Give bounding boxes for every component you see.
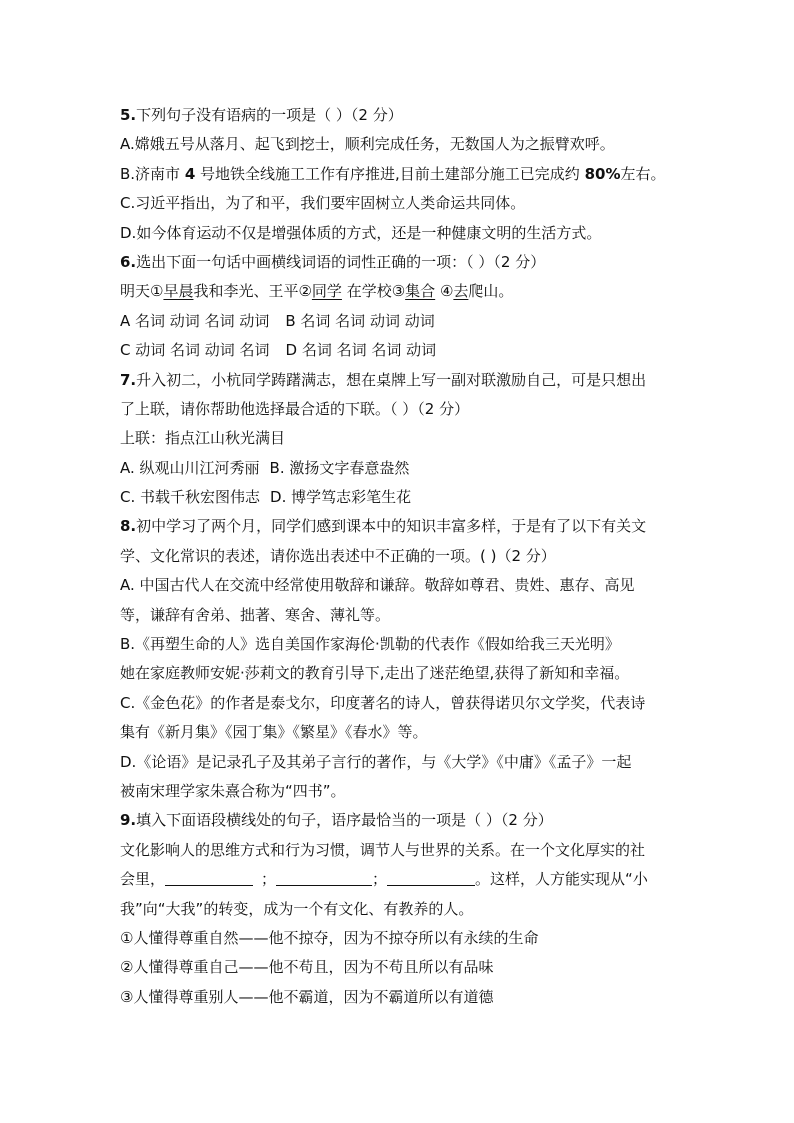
q8-option-d-line2: 被南宋理学家朱熹合称为“四书”。 xyxy=(120,781,346,800)
q9-number: 9. xyxy=(120,811,137,830)
underlined-word-3: 集合 xyxy=(405,282,436,301)
q9-item-3: ③人懂得尊重别人——他不霸道，因为不霸道所以有道德 xyxy=(120,987,494,1006)
q8-option-b-line1: B.《再塑生命的人》选自美国作家海伦·凯勒的代表作《假如给我三天光明》 xyxy=(120,635,620,654)
q9-item-2: ②人懂得尊重自己——他不苟且，因为不苟且所以有品味 xyxy=(120,958,494,977)
q7-upper-couplet: 上联：指点江山秋光满目 xyxy=(120,429,286,448)
q9-paragraph-line1: 文化影响人的思维方式和行为习惯，调节人与世界的关系。在一个文化厚实的社 xyxy=(120,840,646,859)
q5-number: 5. xyxy=(120,106,137,124)
q6-options-cd xyxy=(120,336,690,365)
q8-option-b-line2: 她在家庭教师安妮·莎莉文的教育引导下,走出了迷茫绝望,获得了新知和幸福。 xyxy=(120,664,630,683)
underlined-word-4: 去 xyxy=(453,282,469,301)
q7-option-c: C. 书载千秋宏图伟志 xyxy=(120,488,261,507)
underlined-word-1: 早晨 xyxy=(163,282,194,301)
q5-option-d: D.如今体育运动不仅是增强体质的方式，还是一种健康文明的生活方式。 xyxy=(120,223,602,242)
underlined-word-2: 同学 xyxy=(311,282,342,301)
q8-option-c-line1: C.《金色花》的作者是泰戈尔，印度著名的诗人，曾获得诺贝尔文学奖，代表诗 xyxy=(120,693,646,712)
q8-number: 8. xyxy=(120,517,137,536)
q6-number: 6. xyxy=(120,252,137,271)
q7-option-a: A. 纵观山川江河秀丽 xyxy=(120,458,260,477)
q5-option-b: B.济南市 4 号地铁全线施工工作有序推进,目前土建部分施工已完成约 80%左右。 xyxy=(120,164,666,183)
q6-option-d: D 名词 名词 名词 动词 xyxy=(285,341,437,360)
q9-item-1: ①人懂得尊重自然——他不掠夺，因为不掠夺所以有永续的生命 xyxy=(120,928,539,947)
q8-option-c-line2: 集有《新月集》《园丁集》《繁星》《春水》等。 xyxy=(120,723,428,742)
q6-stem: 6.选出下面一句话中画横线词语的词性正确的一项：（ ）（2 分） xyxy=(120,252,546,271)
q7-options-cd xyxy=(120,483,690,512)
q7-option-d: D. 博学笃志彩笔生花 xyxy=(270,488,412,507)
q9-stem: 9.填入下面语段横线处的句子，语序最恰当的一项是（ ）（2 分） xyxy=(120,811,553,830)
q6-option-a: A 名词 动词 名词 动词 xyxy=(120,311,270,330)
q8-stem-line1: 8.初中学习了两个月，同学们感到课本中的知识丰富多样，于是有了以下有关文 xyxy=(120,517,647,536)
question-list xyxy=(120,101,690,1012)
q6-options-ab xyxy=(120,307,690,336)
q9-paragraph-line2: 会里， ； ； 。这样，人方能实现从“小 xyxy=(120,865,690,894)
q5-stem: 5.下列句子没有语病的一项是（ ）（2 分） xyxy=(120,106,403,124)
q9-paragraph-line3: 我”向“大我”的转变，成为一个有文化、有教养的人。 xyxy=(120,899,474,918)
q6-sentence: 明天①早晨我和李光、王平②同学 在学校③集合 ④去爬山。 xyxy=(120,282,514,301)
q5-option-a: A.嫦娥五号从落月、起飞到挖士，顺利完成任务，无数国人为之振臂欢呼。 xyxy=(120,135,615,154)
q8-option-d-line1: D.《论语》是记录孔子及其弟子言行的著作，与《大学》《中庸》《孟子》一起 xyxy=(120,752,632,771)
fill-blank-1[interactable] xyxy=(165,867,253,886)
fill-blank-3[interactable] xyxy=(387,867,475,886)
q6-option-b: B 名词 名词 动词 动词 xyxy=(285,311,435,330)
q8-option-a-line2: 等，谦辞有舍弟、拙著、寒舍、薄礼等。 xyxy=(120,605,391,624)
q7-stem-line2: 了上联，请你帮助他选择最合适的下联。（ ）（2 分） xyxy=(120,399,470,418)
q8-option-a-line1: A. 中国古代人在交流中经常使用敬辞和谦辞。敬辞如尊君、贵姓、惠存、高见 xyxy=(120,576,635,595)
q7-number: 7. xyxy=(120,370,137,389)
q7-options-ab xyxy=(120,454,690,483)
q7-stem-line1: 7.升入初二，小杭同学踌躇满志，想在桌牌上写一副对联激励自己，可是只想出 xyxy=(120,370,647,389)
q5-option-c: C.习近平指出，为了和平，我们要牢固树立人类命运共同体。 xyxy=(120,194,526,213)
q8-stem-line2: 学、文化常识的表述，请你选出表述中不正确的一项。( )（2 分） xyxy=(120,546,556,565)
q7-option-b: B. 激扬文字春意盎然 xyxy=(269,458,410,477)
q6-option-c: C 动词 名词 动词 名词 xyxy=(120,341,270,360)
fill-blank-2[interactable] xyxy=(276,867,372,886)
